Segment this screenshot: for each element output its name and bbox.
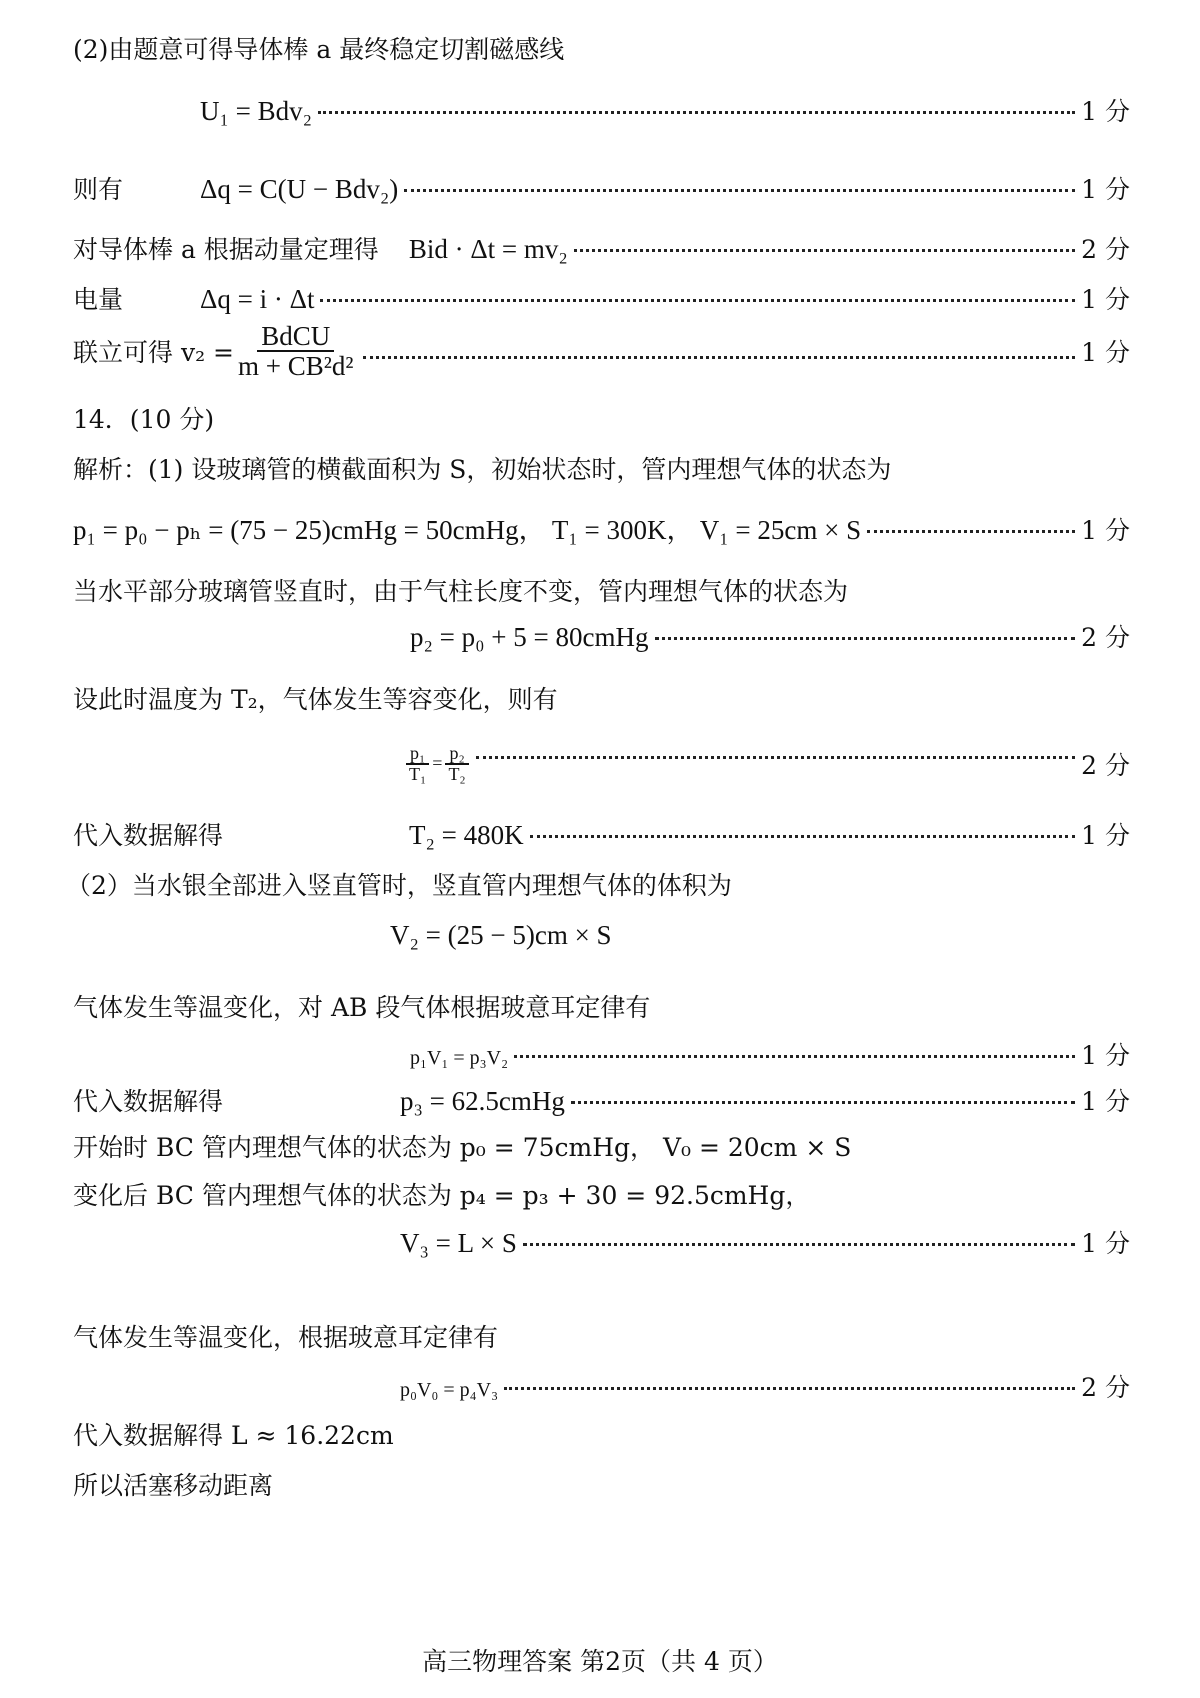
equation-text: V₃ = L × S	[400, 1228, 517, 1258]
score: 1 分	[1081, 285, 1130, 314]
text-line-part2: （2）当水银全部进入竖直管时，竖直管内理想气体的体积为	[66, 871, 732, 900]
text-line-bc-after: 变化后 BC 管内理想气体的状态为 p₄ = p₃ + 30 = 92.5cmHg，	[73, 1181, 811, 1210]
fraction-numerator: BdCU	[257, 322, 334, 352]
score: 1 分	[1081, 1087, 1130, 1116]
equation-text: Δq = C(U − Bdv₂)	[200, 174, 399, 204]
leader-dots	[504, 1387, 1075, 1390]
text-line-analysis: 解析：(1) 设玻璃管的横截面积为 S，初始状态时，管内理想气体的状态为	[73, 455, 892, 484]
equation-text: U₁ = Bdv₂	[200, 96, 313, 126]
equation-text: p₀V₀ = p₄V₃	[400, 1379, 499, 1401]
text-line-isothermal-bc: 气体发生等温变化，根据玻意耳定律有	[73, 1323, 499, 1352]
score: 1 分	[1081, 821, 1130, 850]
score: 1 分	[1081, 516, 1130, 545]
equation-text: p₁ = p₀ − pₕ = (75 − 25)cmHg = 50cmHg， T₁ = 300K， V₁ = 25cm × S	[73, 515, 862, 545]
fraction-denominator: T₁	[409, 763, 427, 784]
text-line-result-l: 代入数据解得 L ≈ 16.22cm	[73, 1421, 394, 1450]
fraction-right	[444, 744, 469, 784]
equation-v2-volume	[390, 920, 1130, 951]
equation-boyle2	[400, 1368, 1130, 1404]
leader-dots	[404, 189, 1075, 192]
equation-text: T₂ = 480K	[409, 820, 524, 850]
leader-dots	[867, 530, 1075, 533]
equation-u1	[200, 92, 1130, 128]
score: 1 分	[1081, 97, 1130, 126]
fraction	[234, 322, 357, 381]
equation-v3	[400, 1224, 1130, 1260]
equation-state1	[73, 508, 1130, 547]
text-line-piston: 所以活塞移动距离	[73, 1471, 274, 1500]
line-lead: 则有	[73, 175, 124, 204]
fraction-denominator: m + CB²d²	[238, 351, 354, 382]
score: 2 分	[1081, 1373, 1130, 1402]
question-number: 14．(10 分)	[73, 405, 215, 434]
text-line-isothermal-ab: 气体发生等温变化，对 AB 段气体根据玻意耳定律有	[73, 993, 651, 1022]
leader-dots	[655, 637, 1076, 640]
equation-charge	[73, 280, 1130, 316]
leader-dots	[530, 835, 1076, 838]
equation-v2	[73, 322, 1130, 381]
text-line-isochoric: 设此时温度为 T₂，气体发生等容变化，则有	[73, 685, 558, 714]
equation-t2	[73, 816, 1130, 852]
line-lead: 联立可得 v₂ =	[73, 338, 234, 368]
text-line-vertical: 当水平部分玻璃管竖直时，由于气柱长度不变，管内理想气体的状态为	[73, 577, 849, 606]
page-footer: 高三物理答案 第2页（共 4 页）	[422, 1647, 778, 1676]
fraction-denominator: T₂	[448, 763, 466, 784]
leader-dots	[574, 249, 1075, 252]
score: 1 分	[1081, 175, 1130, 204]
equation-text: p₃ = 62.5cmHg	[400, 1086, 565, 1116]
line-lead: 对导体棒 a 根据动量定理得	[73, 235, 379, 264]
equation-ratio	[405, 744, 1130, 784]
text-line-1: (2)由题意可得导体棒 a 最终稳定切割磁感线	[73, 35, 565, 64]
score: 1 分	[1081, 1041, 1130, 1070]
leader-dots	[514, 1055, 1075, 1058]
equation-text: Δq = i · Δt	[200, 284, 315, 314]
score: 2 分	[1081, 623, 1130, 652]
equation-text: p₂ = p₀ + 5 = 80cmHg	[410, 622, 649, 652]
score: 1 分	[1081, 1229, 1130, 1258]
line-lead: 代入数据解得	[73, 821, 224, 850]
equation-boyle1	[410, 1036, 1130, 1072]
equation-p3	[73, 1082, 1130, 1118]
fraction-left	[405, 744, 430, 784]
fraction-numerator: p₂	[445, 744, 468, 765]
leader-dots	[320, 299, 1075, 302]
equals-sign: =	[432, 753, 443, 774]
line-lead: 电量	[73, 285, 124, 314]
score: 1 分	[1081, 338, 1130, 368]
score: 2 分	[1081, 750, 1130, 780]
line-lead: 代入数据解得	[73, 1087, 224, 1116]
equation-dq	[73, 170, 1130, 206]
fraction-numerator: p₁	[406, 744, 429, 765]
leader-dots	[363, 356, 1075, 359]
leader-dots	[318, 111, 1075, 114]
leader-dots	[523, 1243, 1075, 1246]
leader-dots	[571, 1101, 1075, 1104]
leader-dots	[476, 756, 1075, 759]
score: 2 分	[1081, 235, 1130, 264]
text-line-bc-initial: 开始时 BC 管内理想气体的状态为 p₀ = 75cmHg， V₀ = 20cm × S	[73, 1133, 852, 1162]
equation-momentum	[73, 230, 1130, 266]
equation-text: p₁V₁ = p₃V₂	[410, 1047, 509, 1069]
equation-text: Bid · Δt = mv₂	[408, 234, 568, 264]
equation-p2	[410, 618, 1130, 654]
equation-text: V₂ = (25 − 5)cm × S	[390, 920, 612, 950]
